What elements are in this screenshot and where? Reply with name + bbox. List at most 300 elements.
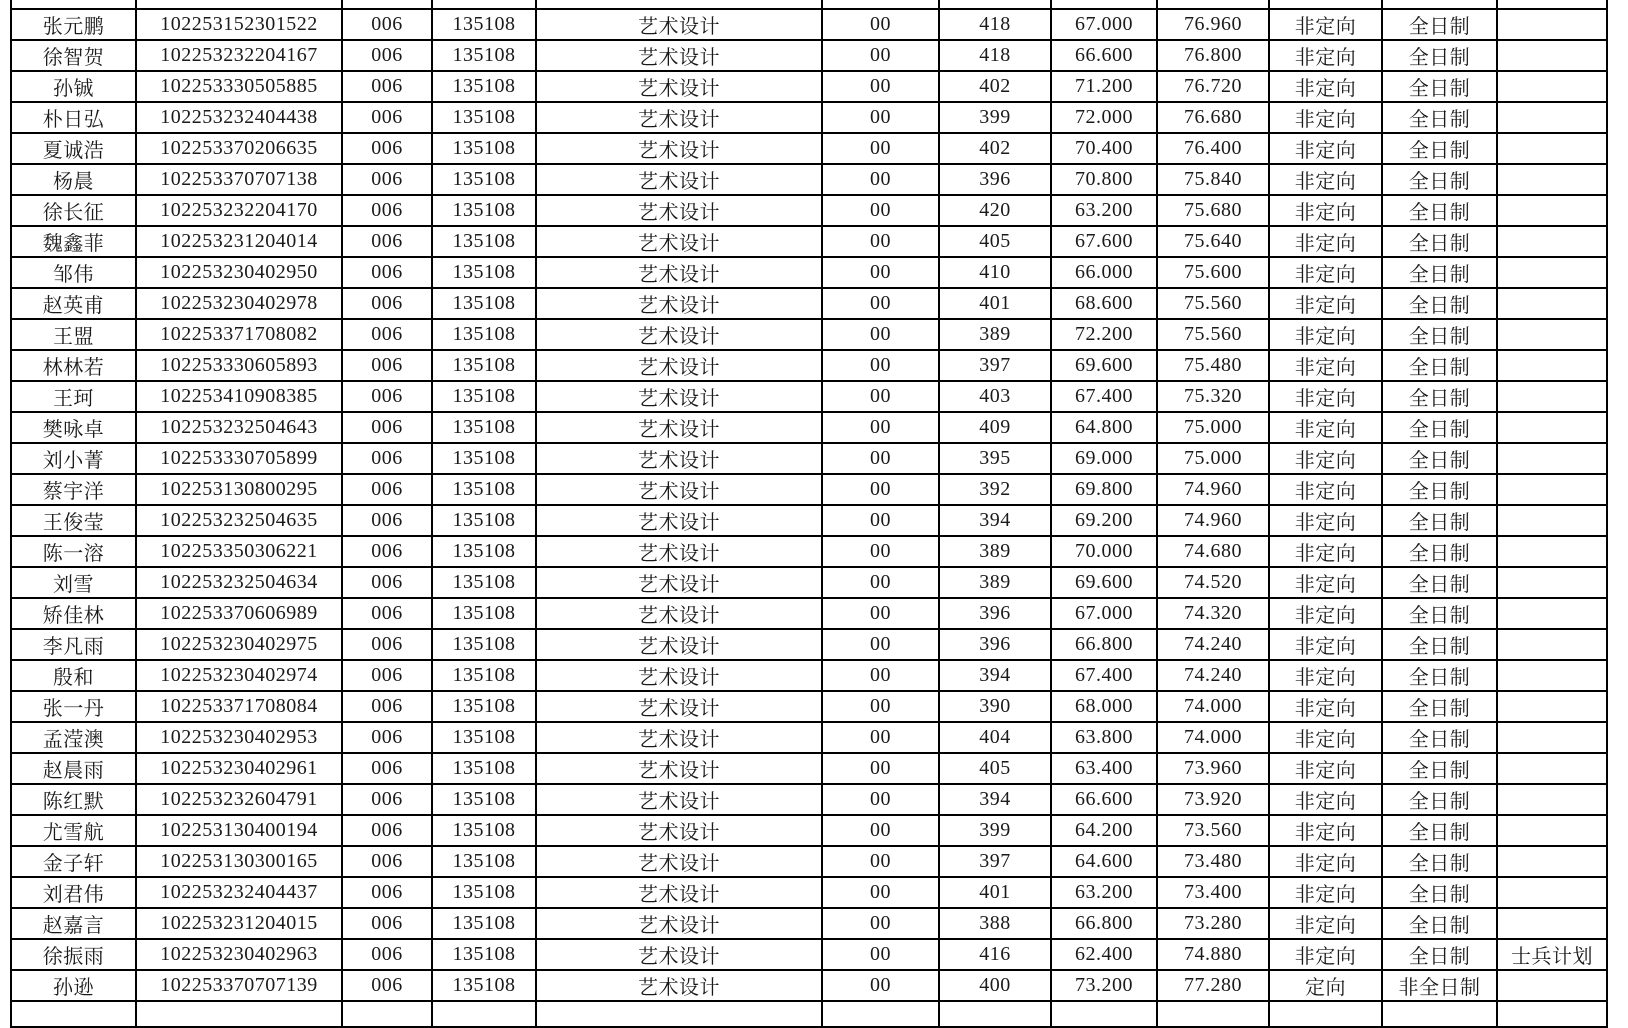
admission-table	[10, 0, 1608, 1028]
cell-name: 赵嘉言	[11, 908, 136, 939]
table-row	[11, 40, 1607, 71]
cell-major-code: 135108	[432, 9, 536, 40]
cell-retest-score: 67.000	[1051, 9, 1157, 40]
cell-major-name: 艺术设计	[536, 877, 822, 908]
cell-remark	[1497, 908, 1607, 939]
cell-major-name: 艺术设计	[536, 319, 822, 350]
cell-candidate-number: 102253370606989	[136, 598, 342, 629]
cell-college-code: 006	[342, 474, 432, 505]
cell-total-score: 77.280	[1157, 970, 1269, 1001]
cell-direction-code: 00	[822, 939, 939, 970]
cell-major-name: 艺术设计	[536, 71, 822, 102]
cell-college-code: 006	[342, 257, 432, 288]
cell-remark	[1497, 412, 1607, 443]
cell-retest-score: 63.800	[1051, 722, 1157, 753]
cell-candidate-number: 102253232504634	[136, 567, 342, 598]
cell-candidate-number: 102253370206635	[136, 133, 342, 164]
cell-college-code: 006	[342, 133, 432, 164]
table-row	[11, 350, 1607, 381]
cell-initial-score: 418	[939, 40, 1051, 71]
cell-initial-score: 400	[939, 970, 1051, 1001]
cell-college-code: 006	[342, 381, 432, 412]
cell-study-mode: 全日制	[1382, 40, 1497, 71]
cell-college-code: 006	[342, 288, 432, 319]
cell-major-name: 艺术设计	[536, 691, 822, 722]
partial-rows-bottom	[11, 1001, 1607, 1027]
cell-total-score: 76.960	[1157, 9, 1269, 40]
cell-total-score: 75.560	[1157, 319, 1269, 350]
cell-college-code: 006	[342, 598, 432, 629]
cell-retest-score: 70.000	[1051, 536, 1157, 567]
cell-name: 杨晨	[11, 164, 136, 195]
cell-major-name: 艺术设计	[536, 939, 822, 970]
cell-major-code: 135108	[432, 784, 536, 815]
cell-initial-score: 396	[939, 598, 1051, 629]
cell-study-mode: 全日制	[1382, 598, 1497, 629]
cell-direction-code: 00	[822, 505, 939, 536]
cell-major-name: 艺术设计	[536, 629, 822, 660]
cell-orientation: 非定向	[1269, 40, 1382, 71]
cell-major-code: 135108	[432, 164, 536, 195]
cell-total-score: 73.480	[1157, 846, 1269, 877]
cell-total-score: 74.680	[1157, 536, 1269, 567]
cell-major-name: 艺术设计	[536, 660, 822, 691]
cell-remark	[1497, 629, 1607, 660]
cell-college-code: 006	[342, 40, 432, 71]
cell-direction-code: 00	[822, 133, 939, 164]
cell-initial-score: 401	[939, 288, 1051, 319]
table-row	[11, 908, 1607, 939]
cell-college-code: 006	[342, 226, 432, 257]
cell-major-name: 艺术设计	[536, 443, 822, 474]
cell-initial-score: 388	[939, 908, 1051, 939]
cell-candidate-number: 102253231204015	[136, 908, 342, 939]
cell-remark	[1497, 567, 1607, 598]
cell-major-code: 135108	[432, 226, 536, 257]
cell-major-name: 艺术设计	[536, 784, 822, 815]
cell-name: 朴日弘	[11, 102, 136, 133]
cell-candidate-number: 102253230402974	[136, 660, 342, 691]
cell-remark	[1497, 288, 1607, 319]
cell-candidate-number: 102253230402978	[136, 288, 342, 319]
table-row	[11, 71, 1607, 102]
table-row	[11, 505, 1607, 536]
cell-total-score: 73.280	[1157, 908, 1269, 939]
cell-name: 徐振雨	[11, 939, 136, 970]
table-row	[11, 877, 1607, 908]
table-row	[11, 815, 1607, 846]
cell-study-mode: 全日制	[1382, 412, 1497, 443]
cell-remark	[1497, 536, 1607, 567]
cell-remark	[1497, 784, 1607, 815]
cell-initial-score: 389	[939, 536, 1051, 567]
cell-orientation: 非定向	[1269, 877, 1382, 908]
cell-direction-code: 00	[822, 102, 939, 133]
cell-major-code: 135108	[432, 908, 536, 939]
cell-total-score: 75.480	[1157, 350, 1269, 381]
cell-direction-code: 00	[822, 412, 939, 443]
cell-college-code: 006	[342, 164, 432, 195]
cell-name: 夏诚浩	[11, 133, 136, 164]
cell-study-mode: 全日制	[1382, 505, 1497, 536]
cell-total-score: 76.800	[1157, 40, 1269, 71]
cell-total-score: 76.680	[1157, 102, 1269, 133]
cell-study-mode: 全日制	[1382, 257, 1497, 288]
table-row	[11, 536, 1607, 567]
partial-row	[11, 1001, 1607, 1027]
cell-name: 孟滢澳	[11, 722, 136, 753]
cell-college-code: 006	[342, 784, 432, 815]
cell-orientation: 非定向	[1269, 753, 1382, 784]
cell-retest-score: 72.200	[1051, 319, 1157, 350]
cell-candidate-number: 102253230402950	[136, 257, 342, 288]
cell-direction-code: 00	[822, 9, 939, 40]
cell-initial-score: 401	[939, 877, 1051, 908]
cell-major-code: 135108	[432, 939, 536, 970]
cell-total-score: 74.240	[1157, 660, 1269, 691]
cell-major-name: 艺术设计	[536, 257, 822, 288]
cell-name: 徐智贺	[11, 40, 136, 71]
cell-orientation: 非定向	[1269, 133, 1382, 164]
cell-initial-score: 420	[939, 195, 1051, 226]
cell-direction-code: 00	[822, 784, 939, 815]
cell-orientation: 非定向	[1269, 226, 1382, 257]
cell-college-code: 006	[342, 71, 432, 102]
cell-major-code: 135108	[432, 133, 536, 164]
cell-major-code: 135108	[432, 102, 536, 133]
cell-name: 刘小菁	[11, 443, 136, 474]
cell-retest-score: 67.000	[1051, 598, 1157, 629]
cell-orientation: 非定向	[1269, 567, 1382, 598]
cell-major-name: 艺术设计	[536, 505, 822, 536]
cell-remark	[1497, 598, 1607, 629]
cell-direction-code: 00	[822, 846, 939, 877]
cell-orientation: 非定向	[1269, 908, 1382, 939]
cell-study-mode: 非全日制	[1382, 970, 1497, 1001]
cell-direction-code: 00	[822, 257, 939, 288]
table-row	[11, 939, 1607, 970]
cell-retest-score: 73.200	[1051, 970, 1157, 1001]
cell-orientation: 非定向	[1269, 474, 1382, 505]
cell-name: 孙铖	[11, 71, 136, 102]
cell-retest-score: 66.000	[1051, 257, 1157, 288]
cell-major-name: 艺术设计	[536, 753, 822, 784]
cell-remark	[1497, 102, 1607, 133]
cell-remark	[1497, 877, 1607, 908]
cell-direction-code: 00	[822, 660, 939, 691]
cell-major-code: 135108	[432, 381, 536, 412]
cell-study-mode: 全日制	[1382, 474, 1497, 505]
table-row	[11, 567, 1607, 598]
cell-college-code: 006	[342, 102, 432, 133]
cell-direction-code: 00	[822, 567, 939, 598]
cell-name: 邹伟	[11, 257, 136, 288]
cell-candidate-number: 102253130800295	[136, 474, 342, 505]
cell-orientation: 非定向	[1269, 784, 1382, 815]
cell-remark	[1497, 691, 1607, 722]
table-row	[11, 319, 1607, 350]
cell-major-name: 艺术设计	[536, 598, 822, 629]
cell-name: 王俊莹	[11, 505, 136, 536]
cell-total-score: 75.680	[1157, 195, 1269, 226]
cell-major-code: 135108	[432, 629, 536, 660]
cell-major-name: 艺术设计	[536, 474, 822, 505]
cell-orientation: 非定向	[1269, 660, 1382, 691]
cell-direction-code: 00	[822, 195, 939, 226]
cell-retest-score: 72.000	[1051, 102, 1157, 133]
table-row	[11, 846, 1607, 877]
cell-total-score: 74.520	[1157, 567, 1269, 598]
cell-initial-score: 394	[939, 784, 1051, 815]
cell-initial-score: 402	[939, 71, 1051, 102]
cell-major-code: 135108	[432, 536, 536, 567]
cell-major-code: 135108	[432, 567, 536, 598]
cell-college-code: 006	[342, 815, 432, 846]
cell-initial-score: 394	[939, 505, 1051, 536]
cell-retest-score: 67.400	[1051, 381, 1157, 412]
cell-study-mode: 全日制	[1382, 722, 1497, 753]
cell-major-code: 135108	[432, 691, 536, 722]
cell-study-mode: 全日制	[1382, 102, 1497, 133]
cell-initial-score: 402	[939, 133, 1051, 164]
cell-study-mode: 全日制	[1382, 443, 1497, 474]
cell-total-score: 74.960	[1157, 505, 1269, 536]
cell-candidate-number: 102253230402975	[136, 629, 342, 660]
cell-orientation: 非定向	[1269, 102, 1382, 133]
cell-remark	[1497, 846, 1607, 877]
cell-major-name: 艺术设计	[536, 536, 822, 567]
cell-orientation: 非定向	[1269, 9, 1382, 40]
cell-major-code: 135108	[432, 319, 536, 350]
cell-direction-code: 00	[822, 40, 939, 71]
cell-candidate-number: 102253231204014	[136, 226, 342, 257]
cell-major-name: 艺术设计	[536, 412, 822, 443]
cell-initial-score: 418	[939, 9, 1051, 40]
cell-orientation: 非定向	[1269, 722, 1382, 753]
cell-study-mode: 全日制	[1382, 381, 1497, 412]
cell-major-code: 135108	[432, 257, 536, 288]
cell-remark	[1497, 443, 1607, 474]
cell-candidate-number: 102253130400194	[136, 815, 342, 846]
cell-name: 李凡雨	[11, 629, 136, 660]
cell-retest-score: 69.600	[1051, 567, 1157, 598]
cell-candidate-number: 102253232504635	[136, 505, 342, 536]
cell-candidate-number: 102253371708082	[136, 319, 342, 350]
cell-candidate-number: 102253130300165	[136, 846, 342, 877]
cell-name: 矫佳林	[11, 598, 136, 629]
cell-direction-code: 00	[822, 350, 939, 381]
cell-college-code: 006	[342, 505, 432, 536]
cell-total-score: 74.000	[1157, 691, 1269, 722]
cell-major-code: 135108	[432, 877, 536, 908]
cell-direction-code: 00	[822, 629, 939, 660]
cell-candidate-number: 102253370707139	[136, 970, 342, 1001]
table-row	[11, 474, 1607, 505]
cell-college-code: 006	[342, 412, 432, 443]
cell-major-name: 艺术设计	[536, 722, 822, 753]
cell-name: 尤雪航	[11, 815, 136, 846]
cell-major-name: 艺术设计	[536, 164, 822, 195]
cell-total-score: 75.000	[1157, 443, 1269, 474]
cell-direction-code: 00	[822, 877, 939, 908]
cell-candidate-number: 102253232204167	[136, 40, 342, 71]
cell-major-code: 135108	[432, 970, 536, 1001]
cell-name: 陈一溶	[11, 536, 136, 567]
cell-retest-score: 66.600	[1051, 784, 1157, 815]
cell-total-score: 75.640	[1157, 226, 1269, 257]
cell-orientation: 非定向	[1269, 846, 1382, 877]
cell-name: 蔡宇洋	[11, 474, 136, 505]
cell-college-code: 006	[342, 691, 432, 722]
cell-orientation: 非定向	[1269, 257, 1382, 288]
cell-retest-score: 69.200	[1051, 505, 1157, 536]
cell-name: 王珂	[11, 381, 136, 412]
cell-college-code: 006	[342, 753, 432, 784]
cell-college-code: 006	[342, 970, 432, 1001]
cell-major-code: 135108	[432, 443, 536, 474]
cell-college-code: 006	[342, 195, 432, 226]
cell-total-score: 76.400	[1157, 133, 1269, 164]
cell-major-code: 135108	[432, 474, 536, 505]
cell-major-code: 135108	[432, 815, 536, 846]
cell-major-code: 135108	[432, 753, 536, 784]
cell-retest-score: 68.000	[1051, 691, 1157, 722]
cell-total-score: 74.960	[1157, 474, 1269, 505]
cell-candidate-number: 102253232404437	[136, 877, 342, 908]
cell-major-name: 艺术设计	[536, 567, 822, 598]
cell-orientation: 非定向	[1269, 195, 1382, 226]
cell-major-code: 135108	[432, 350, 536, 381]
cell-study-mode: 全日制	[1382, 288, 1497, 319]
cell-major-name: 艺术设计	[536, 226, 822, 257]
cell-retest-score: 63.200	[1051, 195, 1157, 226]
cell-candidate-number: 102253232604791	[136, 784, 342, 815]
cell-remark	[1497, 505, 1607, 536]
cell-orientation: 非定向	[1269, 288, 1382, 319]
cell-college-code: 006	[342, 443, 432, 474]
table-row	[11, 226, 1607, 257]
cell-retest-score: 64.600	[1051, 846, 1157, 877]
cell-total-score: 74.240	[1157, 629, 1269, 660]
table-row	[11, 412, 1607, 443]
cell-major-name: 艺术设计	[536, 908, 822, 939]
cell-direction-code: 00	[822, 381, 939, 412]
table-row	[11, 443, 1607, 474]
cell-initial-score: 405	[939, 753, 1051, 784]
cell-candidate-number: 102253232204170	[136, 195, 342, 226]
partial-row	[11, 0, 1607, 9]
cell-name: 赵晨雨	[11, 753, 136, 784]
cell-initial-score: 390	[939, 691, 1051, 722]
cell-candidate-number: 102253152301522	[136, 9, 342, 40]
cell-major-name: 艺术设计	[536, 381, 822, 412]
cell-name: 张元鹏	[11, 9, 136, 40]
cell-retest-score: 69.600	[1051, 350, 1157, 381]
cell-name: 张一丹	[11, 691, 136, 722]
cell-retest-score: 70.400	[1051, 133, 1157, 164]
cell-initial-score: 405	[939, 226, 1051, 257]
cell-retest-score: 67.400	[1051, 660, 1157, 691]
cell-initial-score: 409	[939, 412, 1051, 443]
cell-remark	[1497, 660, 1607, 691]
cell-direction-code: 00	[822, 598, 939, 629]
cell-direction-code: 00	[822, 71, 939, 102]
cell-retest-score: 66.800	[1051, 629, 1157, 660]
cell-total-score: 73.400	[1157, 877, 1269, 908]
cell-total-score: 73.560	[1157, 815, 1269, 846]
table-row	[11, 753, 1607, 784]
cell-college-code: 006	[342, 722, 432, 753]
cell-retest-score: 66.600	[1051, 40, 1157, 71]
table-row	[11, 195, 1607, 226]
cell-retest-score: 69.000	[1051, 443, 1157, 474]
cell-remark	[1497, 195, 1607, 226]
cell-study-mode: 全日制	[1382, 9, 1497, 40]
cell-total-score: 75.320	[1157, 381, 1269, 412]
cell-direction-code: 00	[822, 319, 939, 350]
table-row	[11, 722, 1607, 753]
cell-name: 赵英甫	[11, 288, 136, 319]
cell-remark	[1497, 319, 1607, 350]
cell-study-mode: 全日制	[1382, 877, 1497, 908]
table-row	[11, 598, 1607, 629]
cell-retest-score: 68.600	[1051, 288, 1157, 319]
cell-candidate-number: 102253330705899	[136, 443, 342, 474]
cell-study-mode: 全日制	[1382, 753, 1497, 784]
cell-retest-score: 70.800	[1051, 164, 1157, 195]
table-row	[11, 691, 1607, 722]
cell-initial-score: 399	[939, 102, 1051, 133]
cell-name: 徐长征	[11, 195, 136, 226]
cell-initial-score: 396	[939, 629, 1051, 660]
cell-remark	[1497, 970, 1607, 1001]
table-row	[11, 9, 1607, 40]
cell-remark	[1497, 164, 1607, 195]
cell-remark	[1497, 40, 1607, 71]
cell-initial-score: 397	[939, 350, 1051, 381]
cell-name: 陈红默	[11, 784, 136, 815]
cell-study-mode: 全日制	[1382, 350, 1497, 381]
table-body	[11, 9, 1607, 1001]
cell-total-score: 73.920	[1157, 784, 1269, 815]
cell-college-code: 006	[342, 629, 432, 660]
cell-direction-code: 00	[822, 288, 939, 319]
cell-direction-code: 00	[822, 753, 939, 784]
cell-study-mode: 全日制	[1382, 195, 1497, 226]
cell-name: 刘君伟	[11, 877, 136, 908]
cell-retest-score: 63.200	[1051, 877, 1157, 908]
cell-major-code: 135108	[432, 598, 536, 629]
cell-remark	[1497, 133, 1607, 164]
cell-orientation: 非定向	[1269, 598, 1382, 629]
cell-initial-score: 392	[939, 474, 1051, 505]
cell-college-code: 006	[342, 660, 432, 691]
cell-name: 孙逊	[11, 970, 136, 1001]
cell-orientation: 非定向	[1269, 505, 1382, 536]
cell-initial-score: 404	[939, 722, 1051, 753]
cell-direction-code: 00	[822, 474, 939, 505]
cell-name: 殷和	[11, 660, 136, 691]
cell-retest-score: 69.800	[1051, 474, 1157, 505]
cell-college-code: 006	[342, 908, 432, 939]
cell-initial-score: 403	[939, 381, 1051, 412]
cell-major-name: 艺术设计	[536, 846, 822, 877]
cell-major-code: 135108	[432, 195, 536, 226]
cell-college-code: 006	[342, 877, 432, 908]
cell-major-name: 艺术设计	[536, 288, 822, 319]
cell-orientation: 非定向	[1269, 691, 1382, 722]
cell-major-code: 135108	[432, 40, 536, 71]
